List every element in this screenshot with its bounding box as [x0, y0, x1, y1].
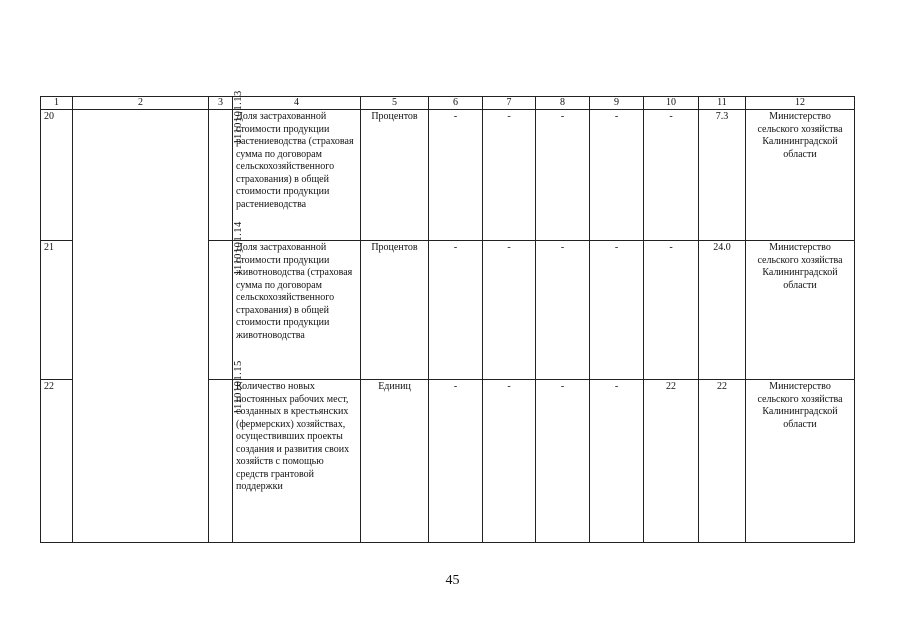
- col-header-11: 11: [699, 97, 746, 110]
- responsible-body: Министерство сельского хозяйства Калининградской области: [746, 380, 855, 543]
- value-col-6: -: [429, 110, 483, 241]
- indicator-code: 1110101.14: [232, 221, 244, 276]
- unit: Единиц: [361, 380, 429, 543]
- header-row: [41, 97, 855, 110]
- col-header-6: 6: [429, 97, 483, 110]
- value-col-10: -: [644, 110, 699, 241]
- value-col-9: -: [590, 110, 644, 241]
- value-col-9: -: [590, 241, 644, 380]
- indicator-code-cell: [209, 360, 244, 543]
- row-number: 20: [41, 110, 73, 241]
- col-header-12: 12: [746, 97, 855, 110]
- value-col-7: -: [483, 241, 536, 380]
- unit: Процентов: [361, 241, 429, 380]
- col-header-2: 2: [73, 97, 209, 110]
- value-col-6: -: [429, 380, 483, 543]
- value-col-11: 7.3: [699, 110, 746, 241]
- value-col-10: 22: [644, 380, 699, 543]
- table-row: [41, 110, 855, 241]
- col-header-8: 8: [536, 97, 590, 110]
- unit: Процентов: [361, 110, 429, 241]
- col-header-5: 5: [361, 97, 429, 110]
- indicator-name: Доля застрахованной стоимости продукции растениеводства (страховая сумма по договорам сельскохозяйственного страхования) в общей стоимости продукции растениеводства: [233, 110, 361, 241]
- responsible-body: Министерство сельского хозяйства Калининградской области: [746, 241, 855, 380]
- indicator-code: 1110101.15: [232, 360, 244, 415]
- program-name-cell: [73, 110, 209, 543]
- value-col-10: -: [644, 241, 699, 380]
- value-col-8: -: [536, 241, 590, 380]
- value-col-11: 22: [699, 380, 746, 543]
- indicator-code-cell: [209, 221, 244, 380]
- col-header-10: 10: [644, 97, 699, 110]
- col-header-9: 9: [590, 97, 644, 110]
- value-col-6: -: [429, 241, 483, 380]
- value-col-7: -: [483, 110, 536, 241]
- value-col-9: -: [590, 380, 644, 543]
- responsible-body: Министерство сельского хозяйства Калининградской области: [746, 110, 855, 241]
- col-header-3: 3: [209, 97, 233, 110]
- page-number: 45: [445, 573, 460, 588]
- col-header-1: 1: [41, 97, 73, 110]
- col-header-7: 7: [483, 97, 536, 110]
- row-number: 22: [41, 380, 73, 543]
- indicator-name: Доля застрахованной стоимости продукции животноводства (страховая сумма по договорам сельскохозяйственного страхования) в общей стоимости продукции животноводства: [233, 241, 361, 380]
- indicator-code: 1110101.13: [232, 90, 244, 145]
- indicator-code-cell: [209, 90, 244, 241]
- col-header-4: 4: [233, 97, 361, 110]
- value-col-7: -: [483, 380, 536, 543]
- indicator-name: Количество новых постоянных рабочих мест, созданных в крестьянских (фермерских) хозяйствах, осуществивших проекты создания и развития своих хозяйств с помощью средств грантовой поддержки: [233, 380, 361, 543]
- value-col-8: -: [536, 380, 590, 543]
- value-col-8: -: [536, 110, 590, 241]
- value-col-11: 24.0: [699, 241, 746, 380]
- row-number: 21: [41, 241, 73, 380]
- indicators-table: [40, 90, 855, 543]
